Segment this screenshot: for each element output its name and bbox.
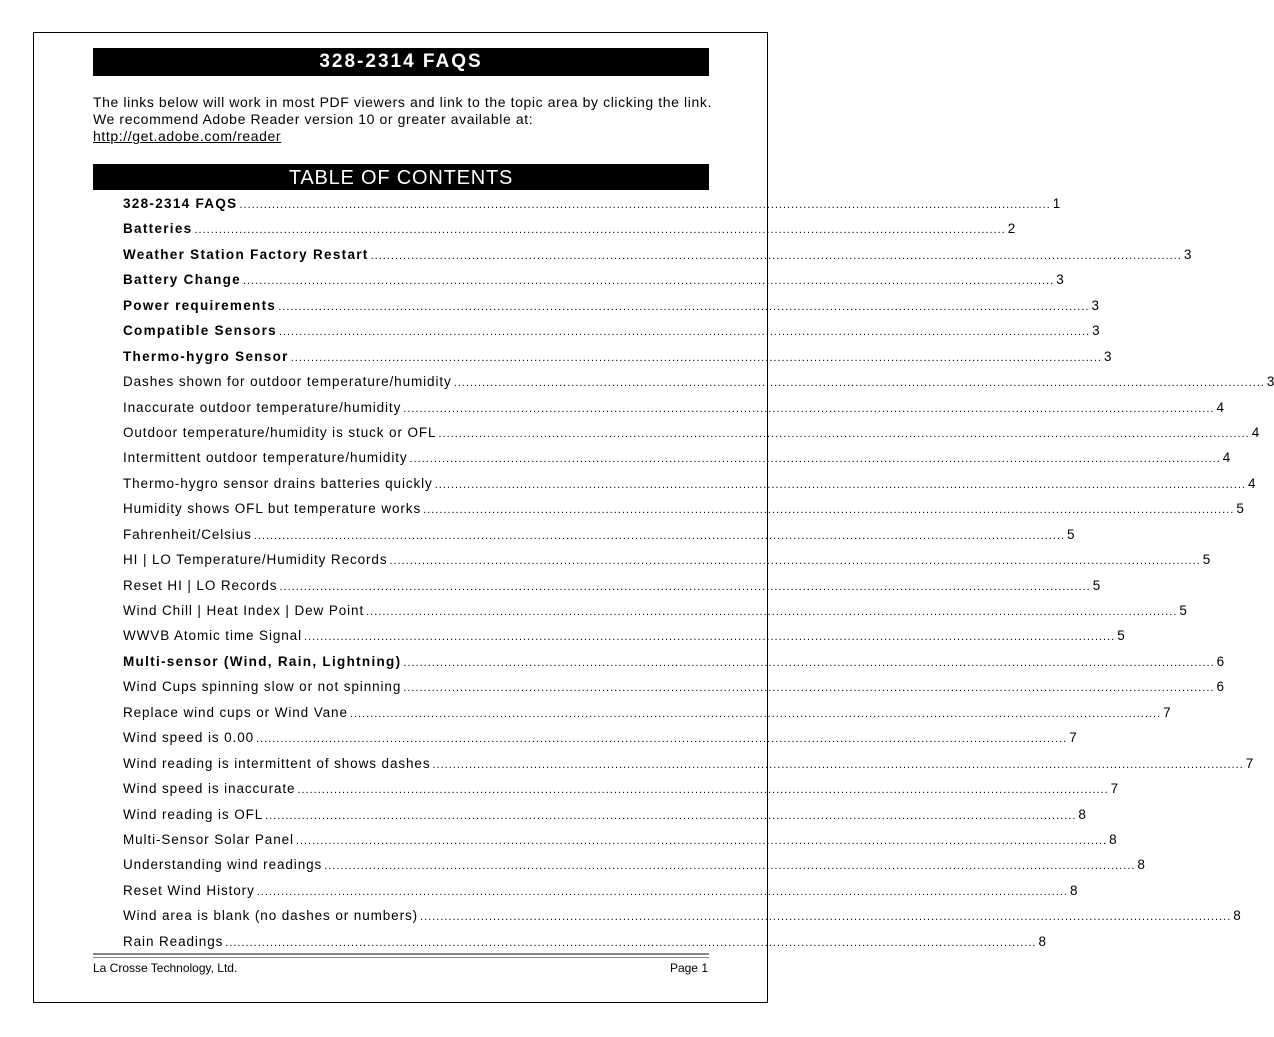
toc-dot-leader: ........................................................................................................................................................................................................ bbox=[295, 834, 1108, 847]
toc-entry-page: 7 bbox=[1110, 781, 1119, 797]
toc-entry[interactable] bbox=[123, 344, 1112, 369]
toc-entry-page: 5 bbox=[1236, 501, 1244, 517]
toc-entry[interactable] bbox=[123, 395, 1224, 420]
toc-entry-title: Understanding wind readings bbox=[123, 857, 323, 873]
toc-entry-title: Multi-sensor (Wind, Rain, Lightning) bbox=[123, 653, 402, 669]
toc-entry[interactable] bbox=[123, 242, 1192, 267]
toc-dot-leader: ........................................................................................................................................................................................................ bbox=[403, 682, 1215, 695]
toc-entry-page: 3 bbox=[1266, 374, 1274, 390]
toc-entry[interactable] bbox=[123, 191, 1061, 216]
toc-entry-page: 4 bbox=[1251, 424, 1260, 440]
toc-entry[interactable] bbox=[123, 674, 1224, 699]
toc-dot-leader: ........................................................................................................................................................................................................ bbox=[438, 427, 1250, 440]
toc-entry-title: Wind reading is OFL bbox=[123, 806, 264, 822]
toc-dot-leader: ........................................................................................................................................................................................................ bbox=[290, 351, 1102, 364]
toc-entry-title: Outdoor temperature/humidity is stuck or OFL bbox=[123, 424, 437, 440]
toc-dot-leader: ........................................................................................................................................................................................................ bbox=[423, 504, 1235, 517]
toc-entry[interactable] bbox=[123, 216, 1016, 241]
toc-entry-title: Wind area is blank (no dashes or numbers) bbox=[123, 908, 419, 924]
toc-dot-leader: ........................................................................................................................................................................................................ bbox=[434, 478, 1246, 491]
toc-entry-page: 2 bbox=[1007, 221, 1016, 237]
toc-entry[interactable] bbox=[123, 598, 1187, 623]
toc-entry[interactable] bbox=[123, 751, 1254, 776]
toc-dot-leader: ........................................................................................................................................................................................................ bbox=[265, 809, 1077, 822]
toc-entry-title: Reset HI | LO Records bbox=[123, 577, 278, 593]
toc-entry-page: 5 bbox=[1202, 552, 1211, 568]
toc-entry[interactable] bbox=[123, 573, 1101, 598]
footer-page-number: Page 1 bbox=[669, 961, 708, 975]
toc-entry-page: 5 bbox=[1067, 526, 1075, 542]
toc-entry[interactable] bbox=[123, 369, 1274, 394]
toc-dot-leader: ........................................................................................................................................................................................................ bbox=[297, 784, 1109, 797]
toc-entry-page: 4 bbox=[1222, 450, 1231, 466]
toc-entry-title: Multi-Sensor Solar Panel bbox=[123, 831, 294, 847]
toc-entry-title: Inaccurate outdoor temperature/humidity bbox=[123, 399, 402, 415]
toc-entry[interactable] bbox=[123, 700, 1171, 725]
toc-entry[interactable] bbox=[123, 547, 1211, 572]
toc-entry-title: Wind Cups spinning slow or not spinning bbox=[123, 679, 402, 695]
toc-entry[interactable] bbox=[123, 649, 1225, 674]
toc-entry-title: Compatible Sensors bbox=[123, 323, 277, 339]
toc-dot-leader: ........................................................................................................................................................................................................ bbox=[403, 402, 1215, 415]
toc-entry-title: 328-2314 FAQS bbox=[123, 196, 238, 211]
toc-dot-leader: ........................................................................................................................................................................................................ bbox=[253, 529, 1065, 542]
page-title: 328-2314 FAQS bbox=[93, 48, 709, 76]
adobe-reader-link[interactable]: http://get.adobe.com/reader bbox=[93, 128, 282, 144]
toc-entry-title: Wind Chill | Heat Index | Dew Point bbox=[123, 603, 365, 618]
toc-entry-title: HI | LO Temperature/Humidity Records bbox=[123, 552, 388, 568]
toc-entry-page: 5 bbox=[1117, 628, 1125, 644]
toc-dot-leader: ........................................................................................................................................................................................................ bbox=[278, 300, 1090, 313]
intro-text: The links below will work in most PDF viewers and link to the topic area by clicking the link. We recommend Adobe Reader version 10 or greater available at: bbox=[93, 94, 712, 127]
toc-entry-title: Dashes shown for outdoor temperature/humidity bbox=[123, 374, 452, 390]
toc-entry-page: 6 bbox=[1216, 653, 1225, 669]
toc-dot-leader: ........................................................................................................................................................................................................ bbox=[304, 631, 1116, 644]
toc-entry[interactable] bbox=[123, 318, 1100, 343]
toc-entry-page: 5 bbox=[1092, 577, 1101, 593]
toc-entry-title: Wind speed is inaccurate bbox=[123, 781, 296, 797]
toc-entry-page: 7 bbox=[1163, 704, 1171, 720]
toc-entry-title: Fahrenheit/Celsius bbox=[123, 526, 252, 542]
toc-entry-page: 6 bbox=[1216, 679, 1224, 695]
toc-entry-page: 8 bbox=[1233, 908, 1241, 924]
toc-entry-title: Thermo-hygro Sensor bbox=[123, 348, 289, 364]
toc-entry[interactable] bbox=[123, 420, 1260, 445]
intro-paragraph bbox=[93, 94, 713, 145]
toc-entry-title: WWVB Atomic time Signal bbox=[123, 628, 302, 644]
toc-entry[interactable] bbox=[123, 903, 1241, 928]
toc-entry-title: Wind reading is intermittent of shows dashes bbox=[123, 755, 431, 771]
toc-dot-leader: ........................................................................................................................................................................................................ bbox=[453, 377, 1265, 390]
toc-entry-page: 7 bbox=[1069, 730, 1077, 746]
toc-entry-page: 3 bbox=[1103, 348, 1112, 364]
toc-entry[interactable] bbox=[123, 267, 1064, 292]
toc-entry-page: 4 bbox=[1216, 399, 1224, 415]
toc-entry[interactable] bbox=[123, 929, 1047, 954]
toc-list bbox=[123, 191, 1274, 954]
toc-entry-page: 5 bbox=[1179, 603, 1187, 618]
toc-entry-title: Power requirements bbox=[123, 297, 277, 313]
toc-entry[interactable] bbox=[123, 802, 1086, 827]
toc-dot-leader: ........................................................................................................................................................................................................ bbox=[256, 885, 1068, 898]
toc-dot-leader: ........................................................................................................................................................................................................ bbox=[194, 224, 1006, 237]
toc-dot-leader: ........................................................................................................................................................................................................ bbox=[366, 606, 1178, 618]
toc-entry[interactable] bbox=[123, 522, 1075, 547]
toc-entry[interactable] bbox=[123, 445, 1231, 470]
toc-dot-leader: ........................................................................................................................................................................................................ bbox=[278, 326, 1091, 339]
toc-entry[interactable] bbox=[123, 827, 1117, 852]
toc-dot-leader: ........................................................................................................................................................................................................ bbox=[279, 580, 1091, 593]
toc-dot-leader: ........................................................................................................................................................................................................ bbox=[370, 249, 1182, 262]
toc-entry-page: 3 bbox=[1183, 246, 1192, 262]
toc-entry-title: Intermittent outdoor temperature/humidity bbox=[123, 450, 408, 466]
toc-entry-page: 7 bbox=[1245, 755, 1254, 771]
toc-entry[interactable] bbox=[123, 293, 1099, 318]
toc-dot-leader: ........................................................................................................................................................................................................ bbox=[420, 911, 1232, 924]
toc-dot-leader: ........................................................................................................................................................................................................ bbox=[256, 733, 1068, 746]
toc-entry-title: Wind speed is 0.00 bbox=[123, 730, 255, 746]
toc-entry-title: Replace wind cups or Wind Vane bbox=[123, 704, 348, 720]
toc-entry-page: 3 bbox=[1091, 297, 1099, 313]
toc-entry-page: 8 bbox=[1038, 933, 1047, 949]
toc-entry[interactable] bbox=[123, 496, 1244, 521]
toc-dot-leader: ........................................................................................................................................................................................................ bbox=[324, 860, 1136, 873]
toc-entry[interactable] bbox=[123, 725, 1077, 750]
toc-dot-leader: ........................................................................................................................................................................................................ bbox=[403, 656, 1215, 669]
toc-entry-page: 4 bbox=[1247, 475, 1256, 491]
toc-entry[interactable] bbox=[123, 471, 1256, 496]
toc-entry-page: 3 bbox=[1092, 323, 1100, 339]
toc-dot-leader: ........................................................................................................................................................................................................ bbox=[389, 555, 1201, 568]
toc-entry[interactable] bbox=[123, 878, 1078, 903]
toc-entry-page: 3 bbox=[1056, 272, 1064, 288]
toc-entry-title: Weather Station Factory Restart bbox=[123, 246, 369, 262]
toc-entry-page: 1 bbox=[1052, 196, 1061, 211]
toc-entry-title: Thermo-hygro sensor drains batteries quickly bbox=[123, 475, 433, 491]
toc-entry-title: Battery Change bbox=[123, 272, 241, 288]
toc-entry-title: Batteries bbox=[123, 221, 193, 237]
toc-entry[interactable] bbox=[123, 852, 1145, 877]
footer-divider bbox=[93, 953, 709, 955]
toc-entry-title: Rain Readings bbox=[123, 933, 224, 949]
toc-dot-leader: ........................................................................................................................................................................................................ bbox=[242, 275, 1055, 288]
toc-dot-leader: ........................................................................................................................................................................................................ bbox=[432, 758, 1244, 771]
toc-entry-title: Humidity shows OFL but temperature works bbox=[123, 501, 422, 517]
toc-entry[interactable] bbox=[123, 623, 1125, 648]
toc-entry-page: 8 bbox=[1109, 831, 1117, 847]
toc-dot-leader: ........................................................................................................................................................................................................ bbox=[409, 453, 1221, 466]
toc-heading: TABLE OF CONTENTS bbox=[93, 164, 709, 190]
toc-dot-leader: ........................................................................................................................................................................................................ bbox=[239, 199, 1051, 211]
toc-entry[interactable] bbox=[123, 776, 1119, 801]
toc-dot-leader: ........................................................................................................................................................................................................ bbox=[225, 936, 1037, 949]
toc-entry-page: 8 bbox=[1137, 857, 1145, 873]
toc-entry-page: 8 bbox=[1069, 882, 1078, 898]
footer-divider-thin bbox=[93, 957, 709, 958]
toc-dot-leader: ........................................................................................................................................................................................................ bbox=[349, 707, 1162, 720]
toc-entry-title: Reset Wind History bbox=[123, 882, 255, 898]
toc-entry-page: 8 bbox=[1078, 806, 1086, 822]
footer-company: La Crosse Technology, Ltd. bbox=[93, 961, 238, 975]
